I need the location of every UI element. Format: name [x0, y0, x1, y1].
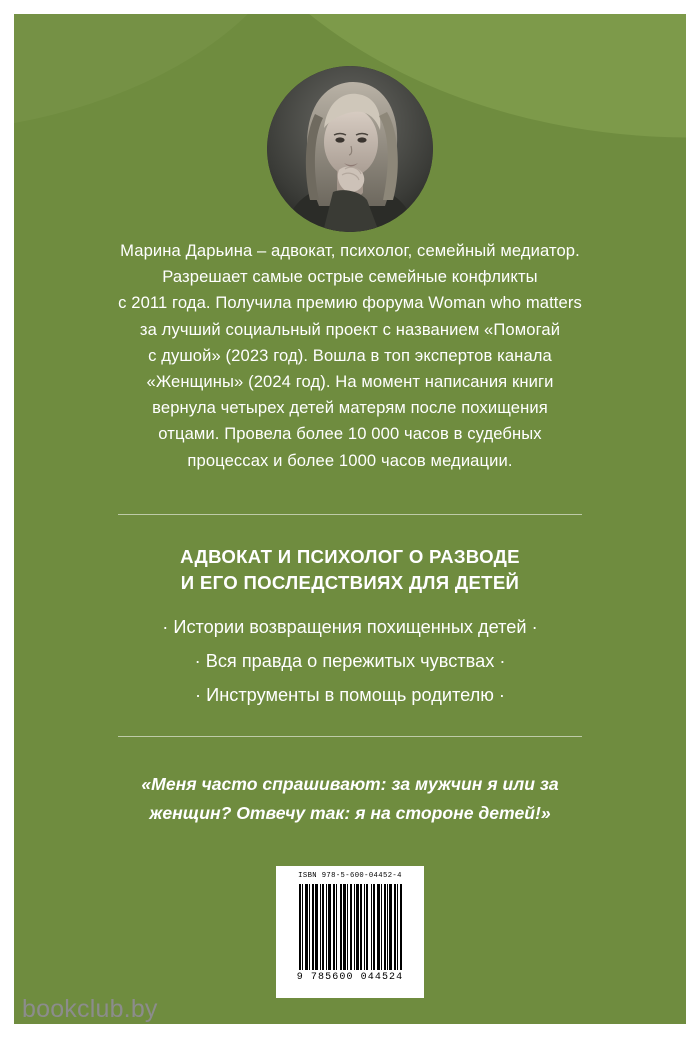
- bio-line: с душой» (2023 год). Вошла в топ экспертов канала: [148, 345, 552, 365]
- quote-line: женщин? Отвечу так: я на стороне детей!»: [149, 803, 551, 823]
- barcode-isbn-text: ISBN 978-5-600-04452-4: [298, 872, 402, 880]
- bio-line: Марина Дарьина – адвокат, психолог, семейный медиатор.: [120, 241, 580, 260]
- site-watermark: bookclub.by: [22, 995, 158, 1023]
- decorative-swash-top-left: [14, 14, 314, 134]
- author-portrait: [267, 66, 433, 232]
- barcode-bars: [284, 884, 416, 970]
- promo-bullet: · Инструменты в помощь родителю ·: [195, 685, 505, 705]
- bio-line: «Женщины» (2024 год). На момент написания книги: [146, 372, 554, 392]
- book-back-cover: [14, 14, 686, 1024]
- divider-top: [118, 514, 582, 515]
- bio-line: с 2011 года. Получила премию форума Woman who matters: [118, 293, 582, 313]
- bio-line: отцами. Провела более 10 000 часов в судебных: [158, 424, 542, 444]
- promo-block: [54, 544, 646, 712]
- barcode-number: 9 785600 044524: [296, 972, 404, 983]
- bio-line: вернула четырех детей матерям после похищения: [152, 398, 548, 418]
- promo-headline-line: И ЕГО ПОСЛЕДСТВИЯХ ДЛЯ ДЕТЕЙ: [180, 572, 520, 593]
- promo-headline-line: АДВОКАТ И ПСИХОЛОГ О РАЗВОДЕ: [180, 546, 520, 567]
- promo-bullet: · Вся правда о пережитых чувствах ·: [194, 651, 506, 671]
- quote-line: «Меня часто спрашивают: за мужчин я или за: [141, 774, 559, 794]
- bio-line: Разрешает самые острые семейные конфликты: [162, 267, 538, 287]
- author-bio: [50, 238, 650, 474]
- bio-line: за лучший социальный проект с названием «Помогай: [139, 319, 561, 339]
- barcode: [276, 866, 424, 998]
- promo-bullet: · Истории возвращения похищенных детей ·: [162, 617, 538, 637]
- divider-bottom: [118, 736, 582, 737]
- promo-headline: [54, 544, 646, 596]
- author-quote: [84, 770, 616, 828]
- promo-bullets: [54, 610, 646, 712]
- bio-line: процессах и более 1000 часов медиации.: [187, 450, 513, 470]
